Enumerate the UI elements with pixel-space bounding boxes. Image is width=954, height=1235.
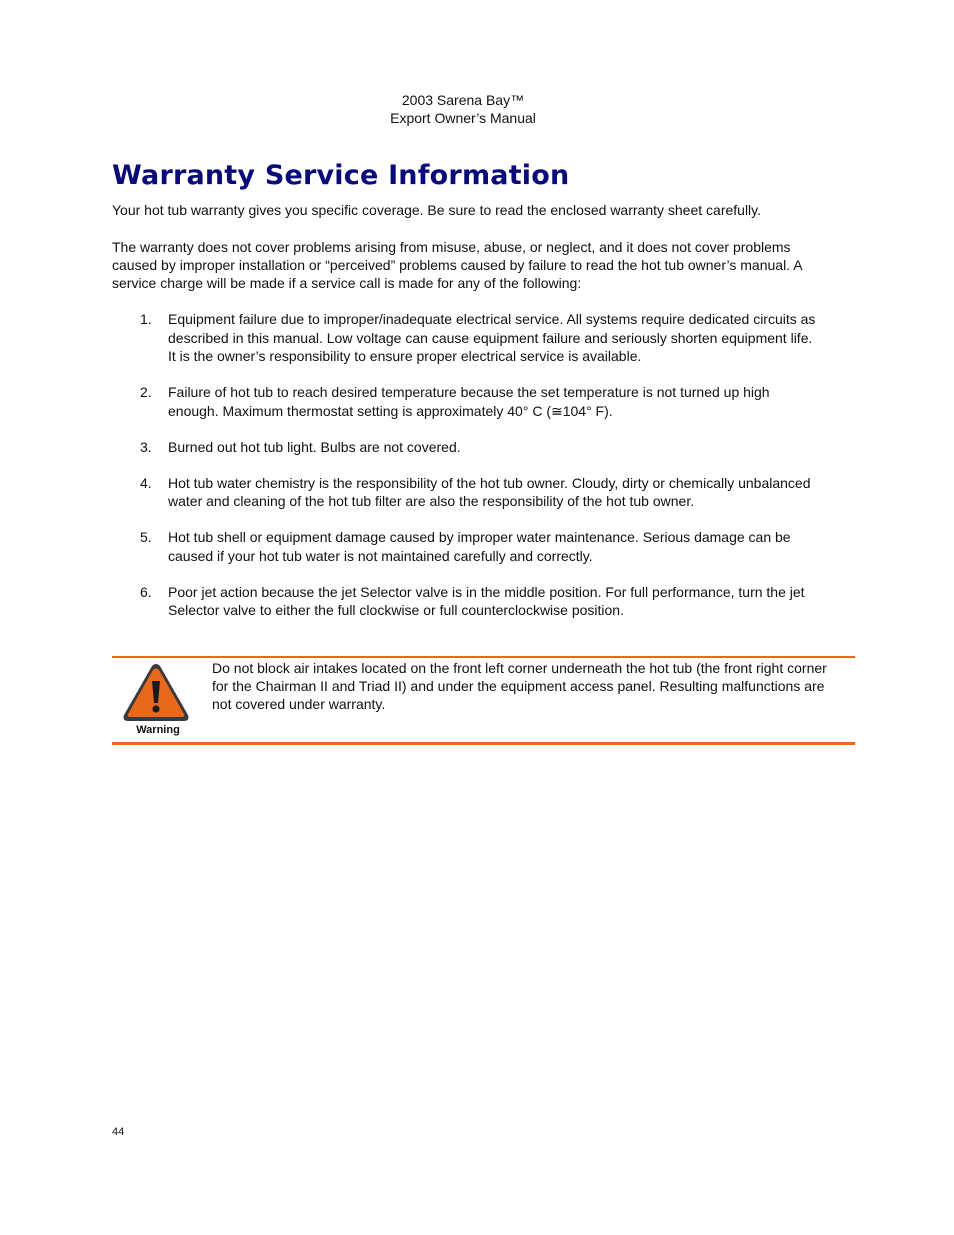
list-item-text: Equipment failure due to improper/inadequate electrical service. All systems require dedicated circuits as described in this manual. Low voltage can cause equipment failure and seriously shorten equipment life. It is the owner’s responsibility to ensure proper electrical service is available. [168, 311, 816, 364]
intro-paragraph: Your hot tub warranty gives you specific coverage. Be sure to read the enclosed warranty sheet carefully. [112, 202, 762, 218]
list-item [112, 528, 824, 565]
list-item-text: Hot tub water chemistry is the responsibility of the hot tub owner. Cloudy, dirty or chemically unbalanced water and cleaning of the hot tub filter are also the responsibility of the hot tub owner. [168, 474, 811, 509]
list-item-text: Hot tub shell or equipment damage caused by improper water maintenance. Serious damage can be caused if your hot tub water is not maintained carefully and correctly. [168, 529, 791, 564]
header-subtitle: Export Owner’s Manual [390, 110, 536, 126]
coverage-paragraph: The warranty does not cover problems arising from misuse, abuse, or neglect, and it does not cover problems caused by improper installation or “perceived” problems caused by failure to read the hot tub owner’s manual. A service charge will be made if a service call is made for any of the following: [112, 239, 802, 291]
running-header [0, 91, 926, 127]
warning-box [112, 656, 855, 745]
page-number: 44 [112, 1126, 125, 1138]
page-title: Warranty Service Information [112, 160, 570, 191]
list-item-text: Poor jet action because the jet Selector valve is in the middle position. For full performance, turn the jet Selector valve to either the full clockwise or full counterclockwise position. [168, 583, 805, 618]
exclusions-list [112, 310, 824, 637]
header-title: 2003 Sarena Bay™ [401, 92, 525, 108]
list-item [112, 438, 824, 457]
warning-triangle-icon [122, 663, 190, 723]
list-item-text: Burned out hot tub light. Bulbs are not covered. [168, 438, 461, 455]
list-item [112, 583, 824, 620]
warning-text: Do not block air intakes located on the front left corner underneath the hot tub (the front right corner for the Chairman II and Triad II) and under the equipment access panel. Resulting malfunctions are not covered under warranty. [212, 660, 827, 712]
warning-label: Warning [136, 724, 180, 736]
list-item-number: 3. [140, 438, 152, 455]
list-item [112, 474, 824, 511]
list-item-number: 6. [140, 583, 152, 600]
list-item-number: 1. [140, 311, 152, 327]
list-item [112, 310, 824, 366]
list-item-number: 2. [140, 384, 152, 400]
list-item-number: 5. [140, 529, 152, 545]
list-item-number: 4. [140, 474, 152, 491]
list-item [112, 383, 824, 420]
list-item-text: Failure of hot tub to reach desired temperature because the set temperature is not turned up high enough. Maximum thermostat setting is approximately 40° C (≅104° F). [168, 384, 770, 419]
